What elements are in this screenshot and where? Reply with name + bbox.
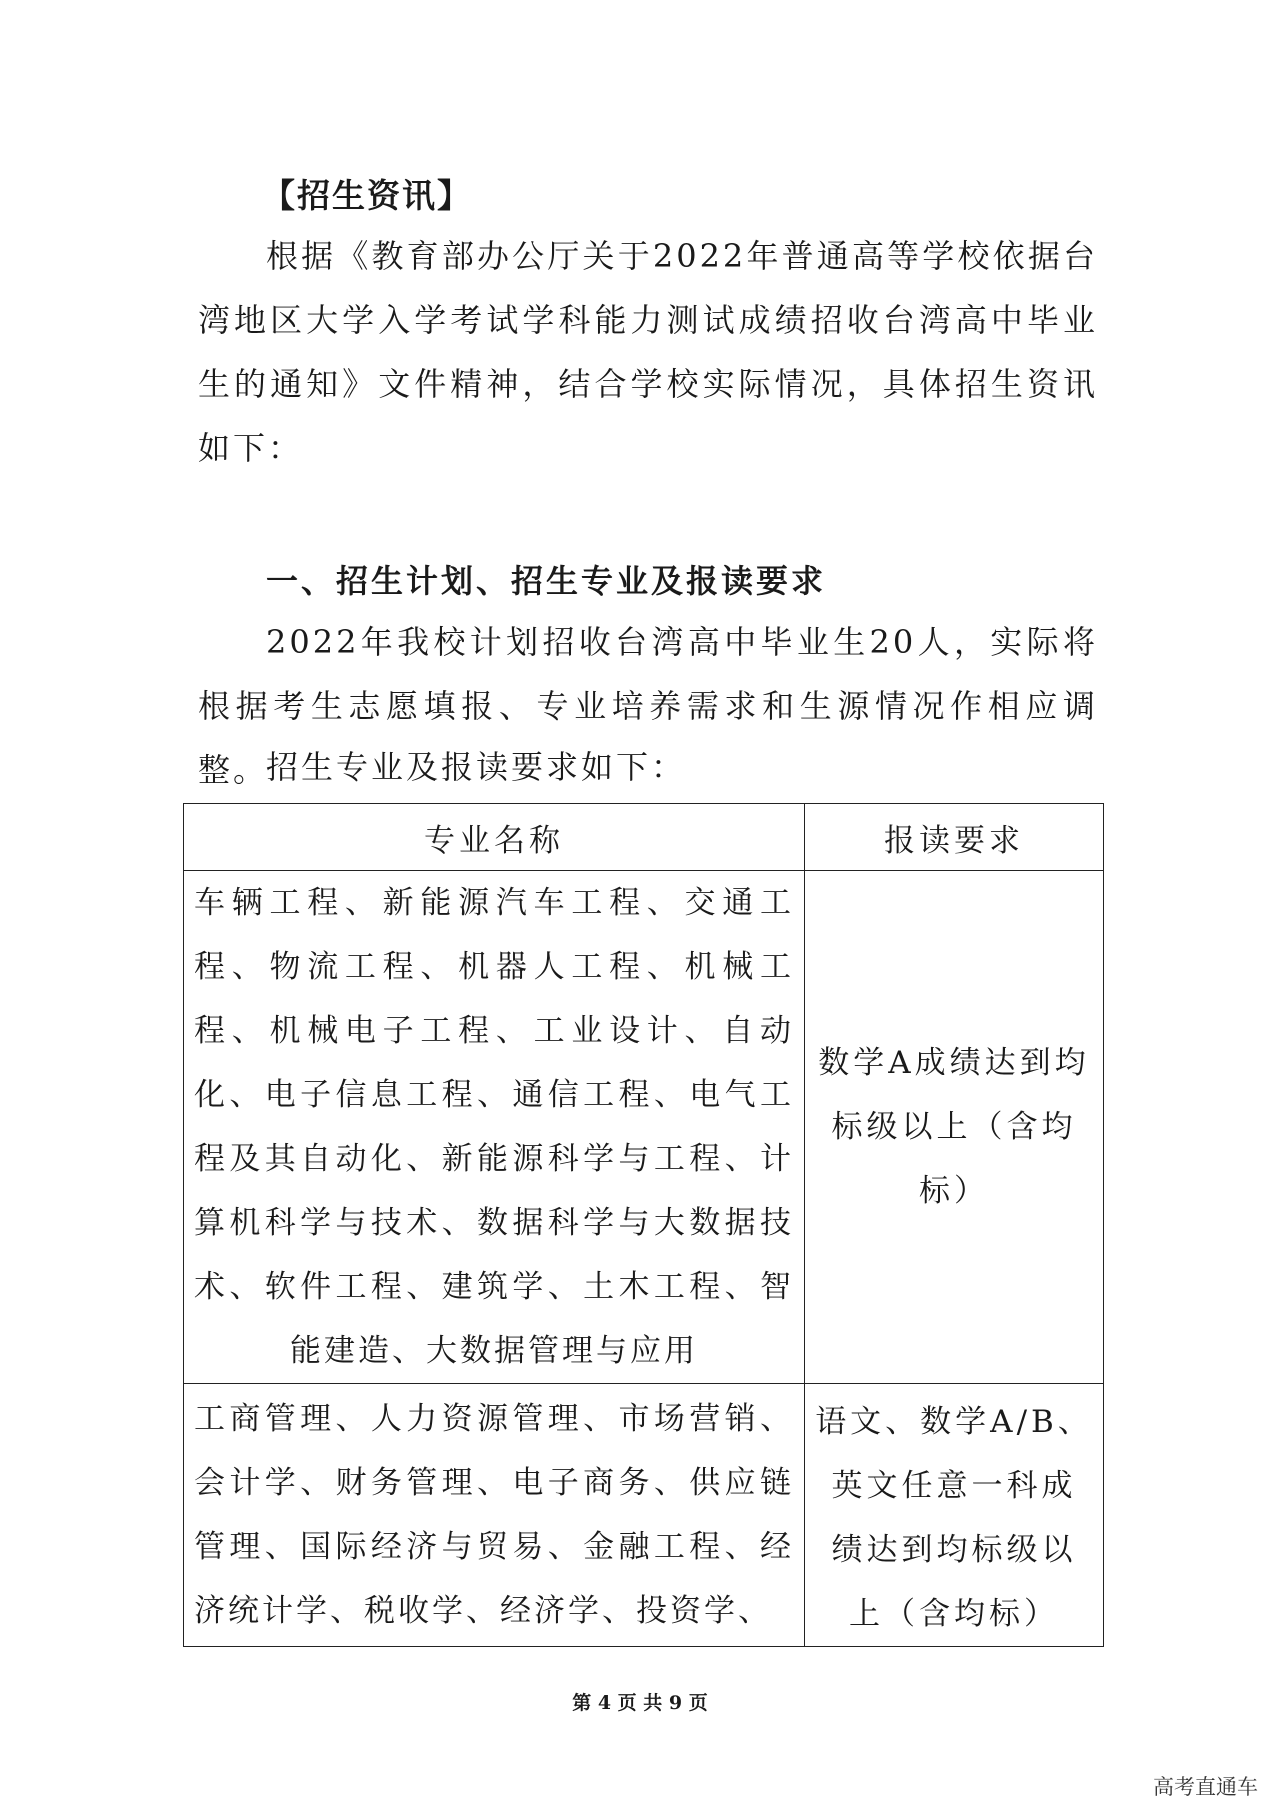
- intro-paragraph: 根据《教育部办公厅关于2022年普通高等学校依据台湾地区大学入学考试学科能力测试成绩招收台湾高中毕业生的通知》文件精神，结合学校实际情况，具体招生资讯如下：: [198, 237, 1098, 467]
- header-requirement: 报读要求: [805, 804, 1104, 871]
- header-major-name: 专业名称: [184, 804, 805, 871]
- section-title: 一、招生计划、招生专业及报读要求: [266, 562, 827, 600]
- watermark-text: 高考直通车: [1153, 1775, 1258, 1799]
- page-number-footer: 第 4 页 共 9 页: [572, 1692, 708, 1714]
- major-list-cell: 车辆工程、新能源汽车工程、交通工程、物流工程、机器人工程、机械工程、机械电子工程、工业设计、自动化、电子信息工程、通信工程、电气工程及其自动化、新能源科学与工程、计算机科学与技术、数据科学与大数据技术、软件工程、建筑学、土木工程、智能建造、大数据管理与应用: [184, 871, 805, 1384]
- table-row: [184, 1384, 1104, 1647]
- table-row: [184, 871, 1104, 1384]
- table-intro: 招生专业及报读要求如下：: [266, 748, 687, 786]
- page-heading: 【招生资讯】: [262, 176, 472, 215]
- requirement-cell: 数学A成绩达到均标级以上（含均标）: [805, 871, 1104, 1384]
- requirement-cell: 语文、数学A/B、英文任意一科成绩达到均标级以上（含均标）: [805, 1384, 1104, 1647]
- table-header-row: [184, 804, 1104, 871]
- plan-paragraph: 2022年我校计划招收台湾高中毕业生20人，实际将根据考生志愿填报、专业培养需求和生源情况作相应调整。: [198, 623, 1098, 789]
- majors-table: [183, 803, 1104, 1647]
- major-list-cell: 工商管理、人力资源管理、市场营销、会计学、财务管理、电子商务、供应链管理、国际经济与贸易、金融工程、经济统计学、税收学、经济学、投资学、: [184, 1384, 805, 1647]
